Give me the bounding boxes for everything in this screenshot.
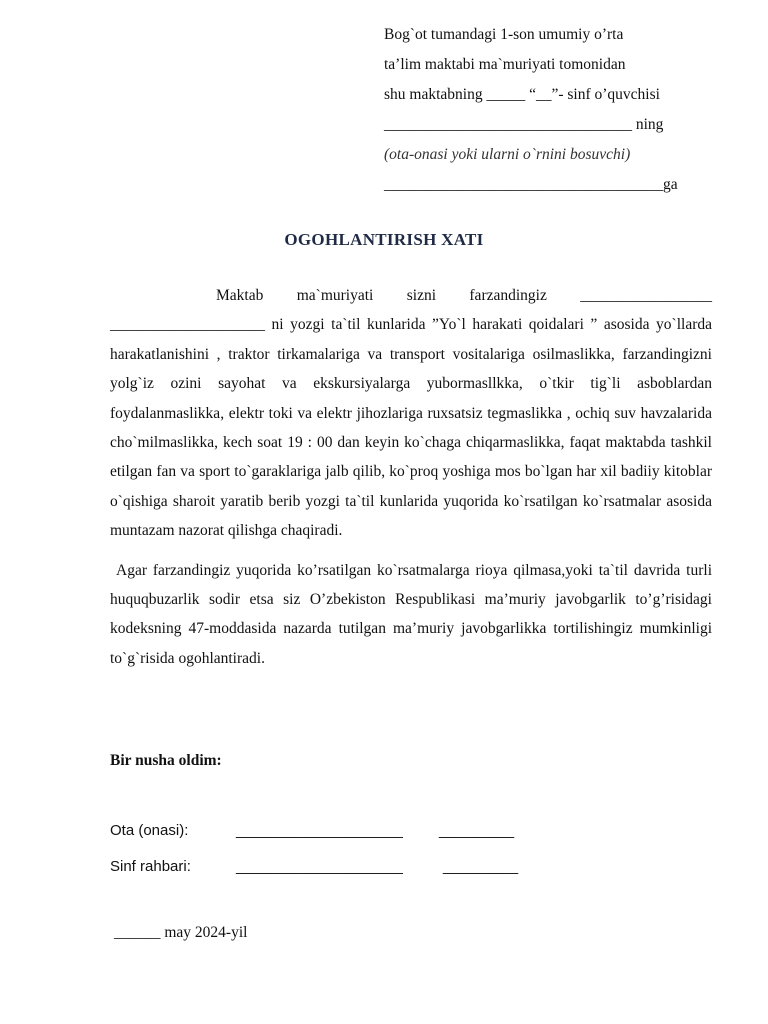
- document-date: ______ may 2024-yil: [114, 924, 248, 941]
- addressee-line: ta’lim maktabi ma`muriyati tomonidan: [384, 56, 626, 73]
- signature-line: _________: [439, 822, 515, 839]
- addressee-note: (ota-onasi yoki ularni o`rnini bosuvchi): [384, 146, 631, 163]
- signature-label: Sinf rahbari:: [110, 858, 191, 875]
- addressee-line: shu maktabning _____ “__”- sinf o’quvchisi: [384, 86, 660, 103]
- paragraph-warning-rules: Maktab ma`muriyati sizni farzandingiz _________________ ____________________ ni yozgi ta`til kunlarida ”Yo`l harakati qoidalari ” asosida yo`llarda harakatlanishini , traktor tirkamalariga va transport vositalariga osilmaslikka, farzandingizni yolg`iz ozini sayohat va ekskursiyalarga yubormasllkka, o`tkir tig`li asboblardan foydalanmaslikka, elektr toki va elektr jihozlariga ruxsatsiz tegmaslikka , ochiq suv havzalarida cho`milmaslikka, kech soat 19 : 00 dan keyin ko`chaga chiqarmaslikka, faqat maktabda tashkil etilgan fan va sport to`garaklariga jalb qilib, ko`proq yoshiga mos bo`lgan har xil badiiy kitoblar o`qishiga sharoit yaratib berib yozgi ta`til kunlarida yuqorida ko`rsatilgan ko`rsatmalar asosida muntazam nazorat qilishga chaqiradi.: [110, 287, 712, 540]
- signature-line: _________: [443, 858, 519, 875]
- signature-label: Ota (onasi):: [110, 822, 189, 839]
- letter-body: [110, 281, 712, 673]
- name-line: ____________________: [236, 858, 403, 875]
- addressee-line: ____________________________________ga: [384, 176, 678, 193]
- paragraph-liability: Agar farzandingiz yuqorida ko’rsatilgan ko`rsatmalarga rioya qilmasa,yoki ta`til davrida turli huquqbuzarlik sodir etsa siz O’zbekiston Respublikasi ma’muriy javobgarlik to’g’risidagi kodeksning 47-moddasida nazarda tutilgan ma’muriy javobgarlikka tortilishingiz mumkinligi to`g`risida ogohlantiradi.: [110, 561, 712, 667]
- name-line: ____________________: [236, 822, 403, 839]
- addressee-line: ________________________________ ning: [384, 116, 664, 133]
- addressee-block: [384, 20, 724, 200]
- document-title: OGOHLANTIRISH XATI: [284, 230, 484, 249]
- addressee-line: Bog`ot tumandagi 1-son umumiy o’rta: [384, 26, 624, 43]
- copy-received-label: Bir nusha oldim:: [110, 752, 222, 769]
